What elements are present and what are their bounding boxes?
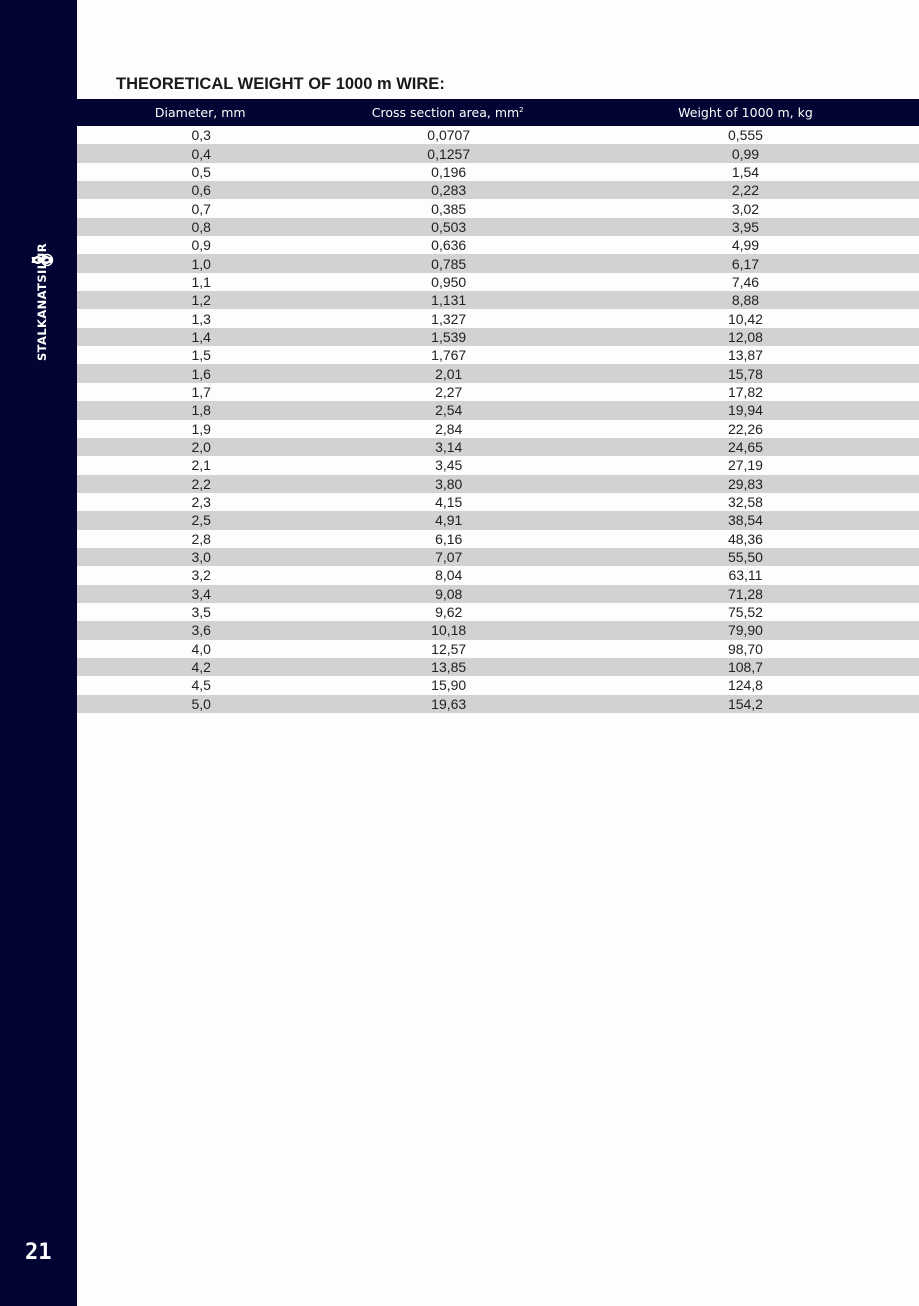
cell-cross-section: 0,950 [431, 273, 467, 290]
cell-diameter: 3,4 [191, 585, 211, 602]
cell-weight: 4,99 [731, 237, 760, 254]
cell-cross-section: 4,91 [435, 512, 463, 529]
cell-cross-section: 3,14 [435, 439, 463, 456]
brand-logo [22, 232, 62, 372]
table-row [77, 291, 919, 309]
table-row [77, 144, 919, 162]
sidebar [0, 0, 77, 1306]
cell-cross-section: 0,1257 [427, 145, 471, 162]
cell-weight: 6,17 [731, 255, 760, 272]
cell-weight: 71,28 [727, 585, 763, 602]
cell-weight: 10,42 [727, 310, 763, 327]
cell-cross-section: 3,80 [435, 475, 463, 492]
cell-weight: 75,52 [727, 604, 763, 621]
cell-weight: 15,78 [727, 365, 763, 382]
cell-diameter: 4,2 [191, 659, 211, 676]
cell-diameter: 2,5 [191, 512, 211, 529]
table-row [77, 401, 919, 419]
cell-weight: 17,82 [727, 383, 763, 400]
cell-diameter: 0,6 [191, 182, 211, 199]
table-row [77, 199, 919, 217]
cell-diameter: 3,5 [191, 604, 211, 621]
cell-cross-section: 0,0707 [427, 127, 471, 144]
cell-diameter: 2,0 [191, 439, 211, 456]
cell-diameter: 1,0 [191, 255, 211, 272]
cell-weight: 98,70 [727, 640, 763, 657]
table-row [77, 126, 919, 144]
page-title: THEORETICAL WEIGHT OF 1000 m WIRE: [116, 75, 445, 93]
cell-weight: 124,8 [727, 677, 763, 694]
table-row [77, 273, 919, 291]
cell-diameter: 5,0 [191, 695, 211, 712]
cell-cross-section: 7,07 [435, 549, 463, 566]
cell-diameter: 1,2 [191, 292, 211, 309]
table-row [77, 676, 919, 694]
cell-diameter: 3,2 [191, 567, 211, 584]
cell-cross-section: 0,785 [431, 255, 467, 272]
table-row [77, 511, 919, 529]
cell-diameter: 3,6 [191, 622, 211, 639]
cell-diameter: 0,4 [191, 145, 211, 162]
table-row [77, 658, 919, 676]
cell-cross-section: 2,27 [435, 383, 463, 400]
cell-diameter: 2,2 [191, 475, 211, 492]
table-row [77, 218, 919, 236]
cell-diameter: 4,5 [191, 677, 211, 694]
cell-weight: 38,54 [727, 512, 763, 529]
table-row [77, 346, 919, 364]
cell-weight: 154,2 [727, 695, 763, 712]
header-cross-section-label: Cross section area, mm [371, 105, 520, 120]
table-row [77, 254, 919, 272]
table-row [77, 475, 919, 493]
table-row [77, 328, 919, 346]
table-row [77, 585, 919, 603]
table-row [77, 420, 919, 438]
cell-diameter: 1,3 [191, 310, 211, 327]
cell-weight: 13,87 [727, 347, 763, 364]
table-row [77, 309, 919, 327]
cell-cross-section: 12,57 [431, 640, 467, 657]
brand-name: STALKANATSILUR [35, 242, 49, 362]
cell-diameter: 0,9 [191, 237, 211, 254]
cell-weight: 3,95 [731, 218, 760, 235]
cell-weight: 55,50 [727, 549, 763, 566]
table-row [77, 621, 919, 639]
cell-weight: 2,22 [731, 182, 760, 199]
cell-weight: 27,19 [727, 457, 763, 474]
cell-weight: 79,90 [727, 622, 763, 639]
cell-weight: 0,555 [727, 127, 763, 144]
table-row [77, 163, 919, 181]
table-row [77, 438, 919, 456]
cell-cross-section: 2,54 [435, 402, 463, 419]
cell-cross-section: 0,283 [431, 182, 467, 199]
table-row [77, 456, 919, 474]
cell-weight: 3,02 [731, 200, 760, 217]
cell-diameter: 0,8 [191, 218, 211, 235]
cell-cross-section: 8,04 [435, 567, 463, 584]
table-row [77, 640, 919, 658]
cell-cross-section: 1,767 [431, 347, 467, 364]
cell-diameter: 1,1 [191, 273, 211, 290]
header-weight: Weight of 1000 m, kg [678, 105, 813, 120]
cell-diameter: 1,5 [191, 347, 211, 364]
cell-cross-section: 2,84 [435, 420, 463, 437]
cell-weight: 32,58 [727, 494, 763, 511]
cell-cross-section: 1,327 [431, 310, 467, 327]
header-diameter: Diameter, mm [154, 105, 246, 120]
cell-diameter: 1,4 [191, 328, 211, 345]
cell-cross-section: 0,636 [431, 237, 467, 254]
cell-weight: 1,54 [731, 163, 760, 180]
cell-weight: 24,65 [727, 439, 763, 456]
cell-cross-section: 1,539 [431, 328, 467, 345]
cell-cross-section: 9,08 [435, 585, 463, 602]
cell-cross-section: 9,62 [435, 604, 463, 621]
wire-weight-table [77, 99, 919, 713]
cell-cross-section: 0,503 [431, 218, 467, 235]
cell-weight: 0,99 [731, 145, 760, 162]
cell-cross-section: 0,196 [431, 163, 467, 180]
table-row [77, 493, 919, 511]
cell-cross-section: 19,63 [431, 695, 467, 712]
cell-diameter: 1,8 [191, 402, 211, 419]
cell-diameter: 2,3 [191, 494, 211, 511]
cell-diameter: 0,7 [191, 200, 211, 217]
table-body [77, 126, 919, 713]
cell-diameter: 0,3 [191, 127, 211, 144]
cell-cross-section: 6,16 [435, 530, 463, 547]
cell-weight: 19,94 [727, 402, 763, 419]
table-row [77, 695, 919, 713]
cell-weight: 108,7 [727, 659, 763, 676]
cell-diameter: 1,7 [191, 383, 211, 400]
cell-cross-section: 10,18 [431, 622, 467, 639]
table-row [77, 548, 919, 566]
cell-diameter: 2,8 [191, 530, 211, 547]
cell-cross-section: 13,85 [431, 659, 467, 676]
table-row [77, 530, 919, 548]
cell-weight: 63,11 [728, 567, 763, 584]
header-cross-section [323, 105, 571, 120]
cell-cross-section: 0,385 [431, 200, 467, 217]
table-row [77, 566, 919, 584]
cell-weight: 12,08 [727, 328, 763, 345]
cell-diameter: 4,0 [191, 640, 211, 657]
cell-diameter: 3,0 [191, 549, 211, 566]
cell-diameter: 1,6 [191, 365, 211, 382]
cell-diameter: 1,9 [191, 420, 211, 437]
table-row [77, 181, 919, 199]
cell-weight: 29,83 [727, 475, 763, 492]
table-header [77, 99, 919, 126]
table-row [77, 364, 919, 382]
cell-diameter: 0,5 [191, 163, 211, 180]
page-number: 21 [25, 1240, 52, 1265]
cell-weight: 8,88 [731, 292, 760, 309]
table-row [77, 603, 919, 621]
table-row [77, 383, 919, 401]
cell-cross-section: 3,45 [435, 457, 463, 474]
table-row [77, 236, 919, 254]
cell-weight: 7,46 [731, 273, 760, 290]
cell-cross-section: 2,01 [435, 365, 463, 382]
cell-diameter: 2,1 [191, 457, 211, 474]
cell-cross-section: 4,15 [435, 494, 463, 511]
cell-weight: 48,36 [727, 530, 763, 547]
cell-cross-section: 15,90 [431, 677, 467, 694]
cell-weight: 22,26 [727, 420, 763, 437]
cell-cross-section: 1,131 [431, 292, 467, 309]
header-cross-section-sup: 2 [519, 105, 524, 114]
